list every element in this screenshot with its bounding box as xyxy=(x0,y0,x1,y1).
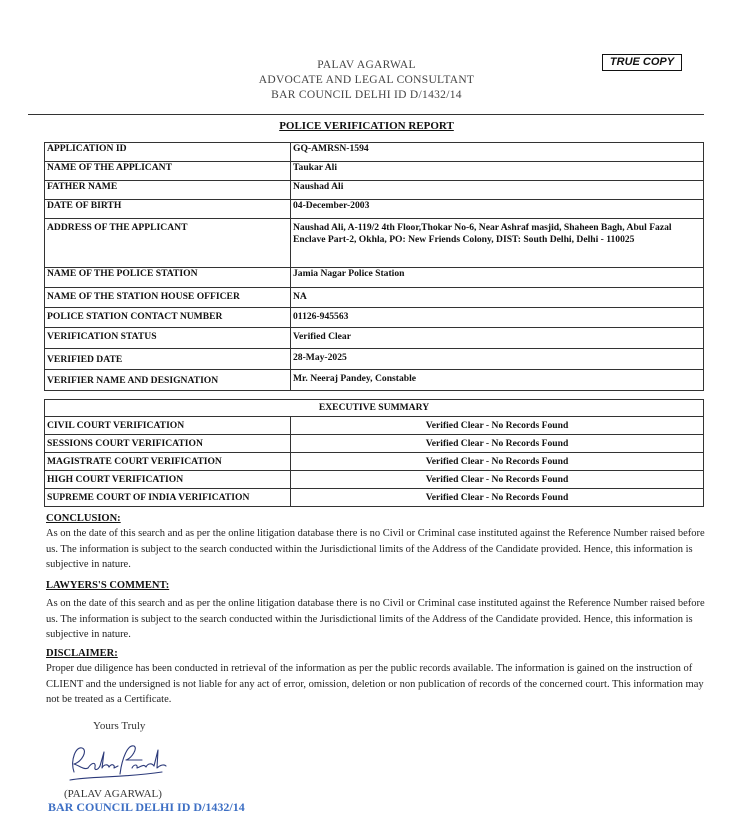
signer-bar-id: BAR COUNCIL DELHI ID D/1432/14 xyxy=(48,800,245,814)
detail-label: FATHER NAME xyxy=(45,181,291,200)
table-row xyxy=(45,349,704,370)
detail-label: POLICE STATION CONTACT NUMBER xyxy=(45,308,291,328)
table-row xyxy=(45,489,704,507)
conclusion-heading: CONCLUSION: xyxy=(46,513,121,524)
advocate-bar-id: BAR COUNCIL DELHI ID D/1432/14 xyxy=(271,89,462,101)
signature-image xyxy=(62,738,172,788)
table-row xyxy=(45,219,704,268)
table-row xyxy=(45,435,704,453)
header-divider xyxy=(28,114,704,115)
detail-label: ADDRESS OF THE APPLICANT xyxy=(45,219,291,268)
summary-label: SUPREME COURT OF INDIA VERIFICATION xyxy=(45,489,291,507)
summary-label: SESSIONS COURT VERIFICATION xyxy=(45,435,291,453)
detail-value: GQ-AMRSN-1594 xyxy=(291,143,704,162)
advocate-title: ADVOCATE AND LEGAL CONSULTANT xyxy=(258,74,475,86)
detail-value: Verified Clear xyxy=(291,328,704,349)
table-row xyxy=(45,162,704,181)
table-row xyxy=(45,288,704,308)
detail-label: VERIFIED DATE xyxy=(45,349,291,370)
detail-value: Jamia Nagar Police Station xyxy=(291,268,704,288)
signer-name: (PALAV AGARWAL) xyxy=(64,788,162,800)
true-copy-stamp: TRUE COPY xyxy=(602,54,682,71)
table-row xyxy=(45,181,704,200)
summary-value: Verified Clear - No Records Found xyxy=(291,417,704,435)
detail-value: NA xyxy=(291,288,704,308)
summary-heading: EXECUTIVE SUMMARY xyxy=(45,400,704,417)
summary-label: HIGH COURT VERIFICATION xyxy=(45,471,291,489)
summary-value: Verified Clear - No Records Found xyxy=(291,435,704,453)
table-row xyxy=(45,400,704,417)
detail-label: APPLICATION ID xyxy=(45,143,291,162)
disclaimer-heading: DISCLAIMER: xyxy=(46,648,118,659)
table-row xyxy=(45,268,704,288)
details-table xyxy=(44,142,704,391)
detail-value: Naushad Ali xyxy=(291,181,704,200)
summary-value: Verified Clear - No Records Found xyxy=(291,453,704,471)
lawyers-comment-text: As on the date of this search and as per the online litigation database there is no Civil or Criminal case instituted against the Reference Number raised before us. The information is subject to the search conducted within the Jurisdictional limits of the Address of the Candidate provided. Hence, this information is subjective in nature. xyxy=(46,598,705,640)
detail-label: NAME OF THE APPLICANT xyxy=(45,162,291,181)
report-title: POLICE VERIFICATION REPORT xyxy=(279,120,454,132)
detail-value: 01126-945563 xyxy=(291,308,704,328)
closing-text: Yours Truly xyxy=(93,720,146,732)
summary-value: Verified Clear - No Records Found xyxy=(291,471,704,489)
lawyers-comment-heading: LAWYERS'S COMMENT: xyxy=(46,580,170,591)
table-row xyxy=(45,143,704,162)
table-row xyxy=(45,471,704,489)
detail-label: VERIFIER NAME AND DESIGNATION xyxy=(45,370,291,391)
detail-label: NAME OF THE STATION HOUSE OFFICER xyxy=(45,288,291,308)
summary-label: CIVIL COURT VERIFICATION xyxy=(45,417,291,435)
table-row xyxy=(45,328,704,349)
conclusion-text: As on the date of this search and as per the online litigation database there is no Civil or Criminal case instituted against the Reference Number raised before us. The information is subject to the search conducted within the Jurisdictional limits of the Address of the Candidate provided. Hence, this information is subjective in nature. xyxy=(46,528,705,570)
summary-label: MAGISTRATE COURT VERIFICATION xyxy=(45,453,291,471)
detail-label: NAME OF THE POLICE STATION xyxy=(45,268,291,288)
detail-value: Naushad Ali, A-119/2 4th Floor,Thokar No-6, Near Ashraf masjid, Shaheen Bagh, Abul Fazal Enclave Part-2, Okhla, PO: New Friends Colony, DIST: South Delhi, Delhi - 110025 xyxy=(291,219,704,268)
summary-value: Verified Clear - No Records Found xyxy=(291,489,704,507)
detail-value: Taukar Ali xyxy=(291,162,704,181)
table-row xyxy=(45,200,704,219)
detail-value: Mr. Neeraj Pandey, Constable xyxy=(291,370,704,391)
table-row xyxy=(45,370,704,391)
advocate-name: PALAV AGARWAL xyxy=(317,59,416,71)
detail-label: VERIFICATION STATUS xyxy=(45,328,291,349)
detail-value: 28-May-2025 xyxy=(291,349,704,370)
detail-value: 04-December-2003 xyxy=(291,200,704,219)
table-row xyxy=(45,417,704,435)
detail-label: DATE OF BIRTH xyxy=(45,200,291,219)
disclaimer-text: Proper due diligence has been conducted in retrieval of the information as per the public records available. The information is gained on the instruction of CLIENT and the undersigned is not liable for any act of error, omission, deletion or non publication of records of the concerned court. This information may not be treated as a Certificate. xyxy=(46,663,704,705)
executive-summary-table xyxy=(44,399,704,507)
table-row xyxy=(45,453,704,471)
table-row xyxy=(45,308,704,328)
